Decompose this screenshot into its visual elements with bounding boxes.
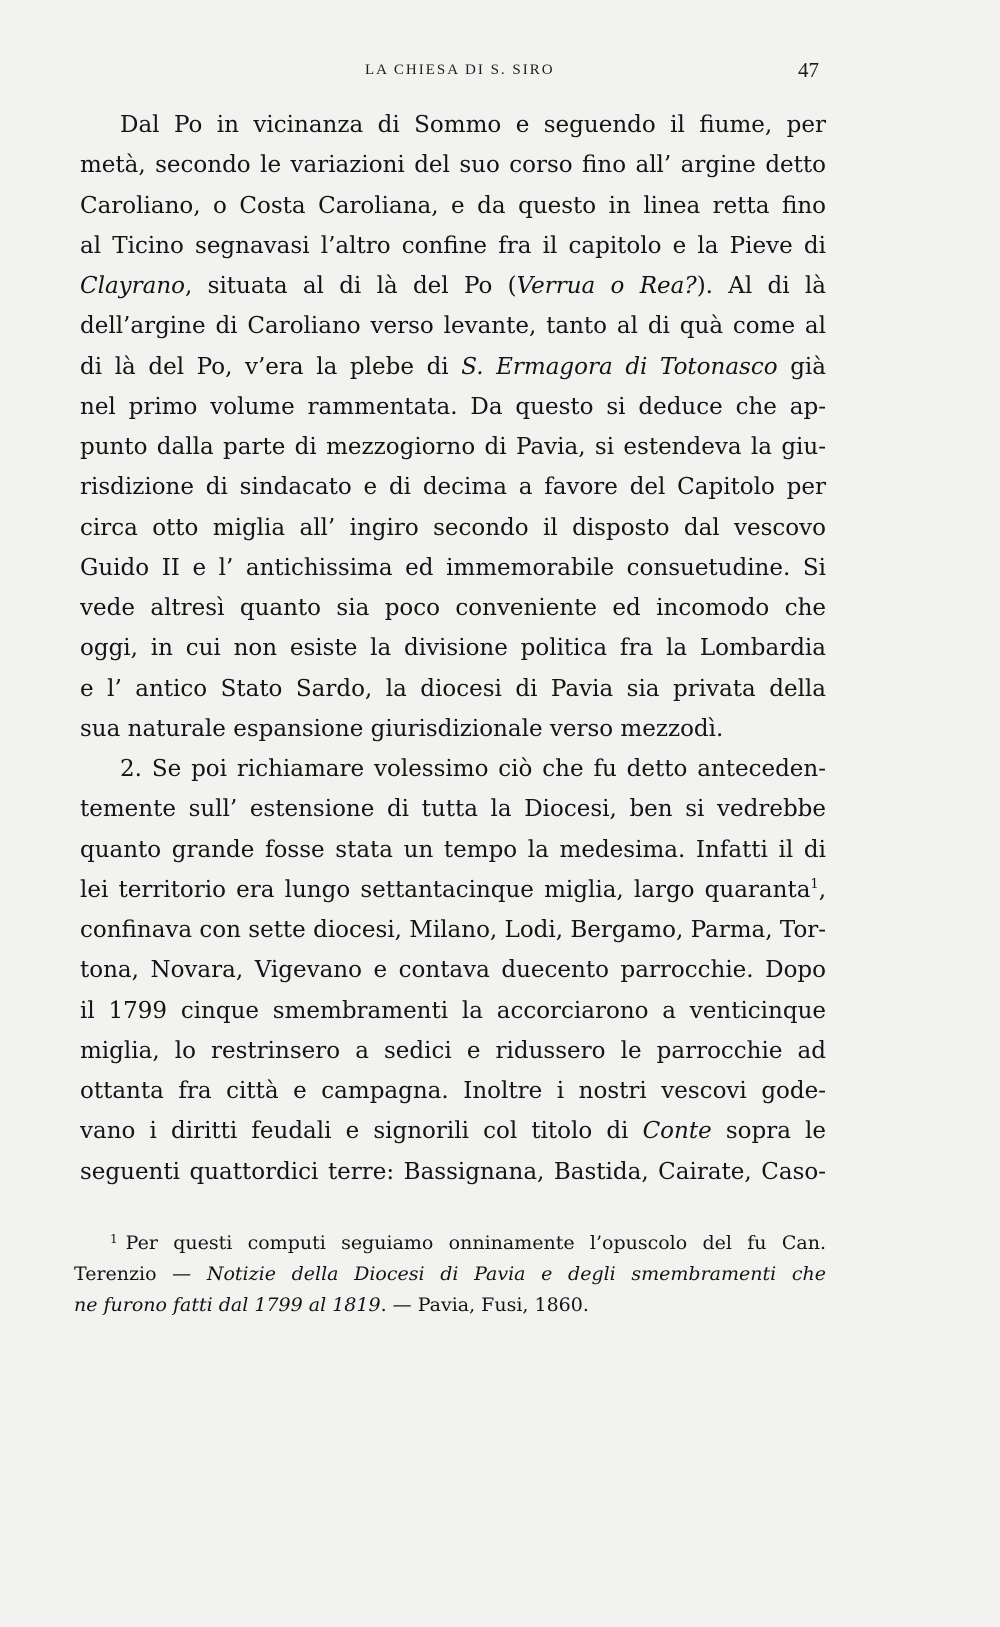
- page-header: [0, 58, 1000, 90]
- text-line: quanto grande fosse stata un tempo la medesima. Infatti il di: [80, 836, 826, 863]
- text-line: miglia, lo restrinsero a sedici e ridussero le parrocchie ad: [80, 1037, 826, 1064]
- text-line: ottanta fra città e campagna. Inoltre i nostri vescovi gode-: [80, 1078, 826, 1104]
- running-title: LA CHIESA DI S. SIRO: [365, 62, 555, 78]
- title-italic: Conte: [642, 1118, 712, 1145]
- text-line: metà, secondo le variazioni del suo corso fino all’ argine detto: [80, 152, 826, 179]
- main-text: [80, 105, 826, 1192]
- text-line: seguenti quattordici terre: Bassignana, Bastida, Cairate, Caso-: [80, 1158, 826, 1185]
- text-line: temente sull’ estensione di tutta la Diocesi, ben si vedrebbe: [80, 796, 826, 823]
- text-line: confinava con sette diocesi, Milano, Lodi, Bergamo, Parma, Tor-: [80, 917, 826, 943]
- text-line: nel primo volume rammentata. Da questo si deduce che ap-: [80, 393, 826, 420]
- text-line: 2. Se poi richiamare volessimo ciò che fu detto anteceden-: [120, 756, 826, 782]
- text-line: al Ticino segnavasi l’altro confine fra il capitolo e la Pieve di: [80, 232, 826, 259]
- footnote-line: $^1$ Per questi computi seguiamo onninamente l’opuscolo del fu Can.: [110, 1232, 826, 1254]
- footnote-line: ne furono fatti dal 1799 al 1819. — Pavia, Fusi, 1860.: [74, 1294, 589, 1316]
- text-line: di là del Po, v’era la plebe di S. Ermagora di Totonasco già: [80, 353, 826, 380]
- page-number: 47: [798, 58, 819, 82]
- place-name-italic: Verrua o Rea?: [516, 273, 697, 299]
- church-name-italic: S. Ermagora di Totonasco: [461, 353, 778, 380]
- text-line: sua naturale espansione giurisdizionale verso mezzodì.: [80, 715, 724, 742]
- text-line: tona, Novara, Vigevano e contava duecento parrocchie. Dopo: [80, 957, 826, 984]
- text-line: lei territorio era lungo settantacinque miglia, largo quaranta$^1$,: [80, 876, 826, 903]
- text-line: Guido II e l’ antichissima ed immemorabile consuetudine. Si: [80, 554, 826, 581]
- text-line: Clayrano, situata al di là del Po (Verrua o Rea?). Al di là: [80, 273, 826, 299]
- text-line: Dal Po in vicinanza di Sommo e seguendo il fiume, per: [120, 112, 826, 138]
- text-line: il 1799 cinque smembramenti la accorciarono a venticinque: [80, 997, 826, 1024]
- footnote: [74, 1228, 826, 1321]
- place-name-italic: Clayrano: [80, 273, 186, 299]
- text-line: punto dalla parte di mezzogiorno di Pavia, si estendeva la giu-: [80, 434, 826, 460]
- text-line: Caroliano, o Costa Caroliana, e da questo in linea retta fino: [80, 192, 826, 219]
- text-line: e l’ antico Stato Sardo, la diocesi di Pavia sia privata della: [80, 675, 826, 702]
- text-line: circa otto miglia all’ ingiro secondo il disposto dal vescovo: [80, 514, 826, 541]
- footnote-mark: 1: [110, 1232, 118, 1246]
- text-line: vano i diritti feudali e signorili col titolo di Conte sopra le: [80, 1118, 826, 1145]
- text-line: dell’argine di Caroliano verso levante, tanto al di quà come al: [80, 313, 826, 340]
- text-line: vede altresì quanto sia poco conveniente ed incomodo che: [80, 595, 826, 621]
- text-line: risdizione di sindacato e di decima a favore del Capitolo per: [80, 474, 826, 501]
- footnote-line: Terenzio — Notizie della Diocesi di Pavia e degli smembramenti che: [74, 1263, 826, 1285]
- work-title-italic: Notizie della Diocesi di Pavia e degli smembramenti che: [206, 1263, 826, 1285]
- text-line: oggi, in cui non esiste la divisione politica fra la Lombardia: [80, 635, 826, 662]
- work-title-italic: ne furono fatti dal 1799 al 1819: [74, 1294, 381, 1316]
- footnote-reference[interactable]: 1: [810, 876, 819, 892]
